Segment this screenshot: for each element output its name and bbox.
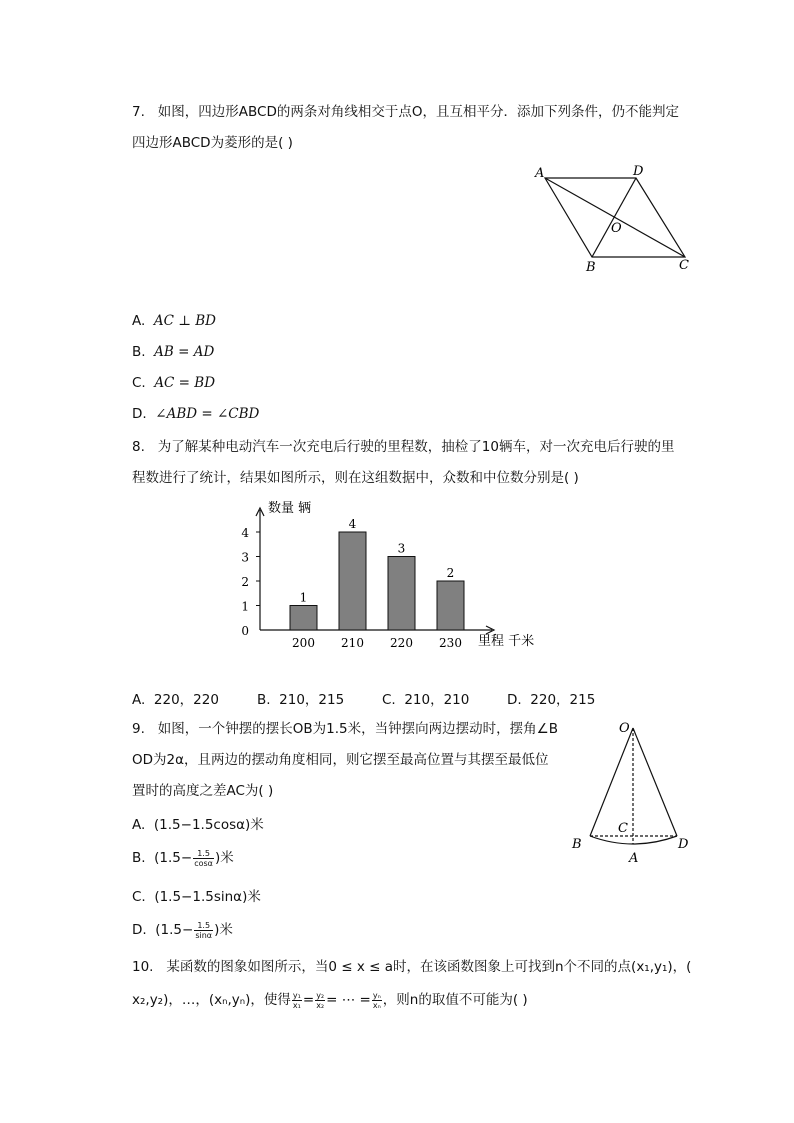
fraction: $\frac{1.5}{\sin\alpha}$: [195, 920, 213, 940]
segment-od: [633, 728, 677, 836]
diagonal-bd: [592, 178, 636, 257]
bar-210: [339, 532, 366, 630]
label-d: D: [678, 837, 689, 852]
q9-figure-pendulum: [565, 716, 705, 866]
q9-option-c: C. (1.5−1.5sinα)米: [132, 889, 261, 905]
q9-line2: OD为2α，且两边的摆动角度相同，则它摆至最高位置与其摆至最低位: [132, 752, 549, 768]
data-label: 1: [299, 590, 308, 605]
label-a: A: [629, 851, 639, 866]
x-tick-label: 200: [292, 636, 315, 650]
data-label: 4: [348, 517, 357, 531]
fraction: $\frac{1.5}{\cos\alpha}$: [194, 848, 213, 868]
fraction-yn-xn: $\frac{\text{yₙ}}{\text{xₙ}}$: [372, 990, 381, 1010]
q9-option-b: B. (1.5− $\frac{1.5}{\cos\alpha}$ )米: [132, 848, 234, 868]
bar-220: [388, 557, 415, 631]
q7-figure-parallelogram: [530, 160, 700, 275]
label-b: B: [586, 260, 596, 275]
bar-200: [290, 606, 317, 631]
q10-line1: 某函数的图象如图所示，当0 ≤ x ≤ a时，在该函数图象上可找到n个不同的点(x₁,y₁)，(: [166, 959, 692, 975]
q9-text: [132, 719, 558, 739]
q8-option-c: C. 210，210: [382, 692, 470, 708]
q7-option-c: C. AC = BD: [132, 375, 216, 391]
fraction-y1-x1: $\frac{\text{y₁}}{\text{x₁}}$: [292, 990, 301, 1010]
q7-text: [132, 102, 679, 122]
q9-option-d: D. (1.5− $\frac{1.5}{\sin\alpha}$ )米: [132, 920, 233, 940]
segment-ob: [590, 728, 633, 836]
q8-number: 8.: [132, 439, 145, 455]
y-tick-label: 0: [241, 624, 249, 638]
y-tick-label: 2: [241, 575, 249, 589]
label-c: C: [679, 258, 689, 273]
x-tick-label: 210: [341, 636, 364, 650]
label-c: C: [618, 821, 628, 836]
data-label: 3: [397, 541, 406, 556]
q7-option-a: A. AC ⊥ BD: [132, 313, 216, 329]
q8-text: [132, 437, 674, 457]
q8-option-d: D. 220，215: [507, 692, 596, 708]
q9-number: 9.: [132, 721, 145, 737]
q7-line1: 如图，四边形ABCD的两条对角线相交于点O，且互相平分．添加下列条件，仍不能判定: [157, 104, 679, 120]
q7-option-b: B. AB = AD: [132, 344, 215, 360]
chart-y-label: 数量 辆: [268, 501, 312, 516]
data-label: 2: [446, 566, 455, 580]
bar-230: [437, 581, 464, 630]
q7-option-d: D. ∠ABD = ∠CBD: [132, 406, 260, 422]
label-a: A: [535, 166, 545, 181]
x-tick-label: 230: [439, 636, 462, 650]
q8-bar-chart: [230, 492, 560, 662]
y-tick-label: 3: [241, 550, 249, 565]
q9-option-a: A. (1.5−1.5cosα)米: [132, 817, 264, 833]
chart-x-label: 里程 千米: [478, 634, 535, 649]
q9-line3: 置时的高度之差AC为( ): [132, 783, 274, 799]
label-o: O: [611, 221, 622, 236]
q8-line2: 程数进行了统计，结果如图所示，则在这组数据中，众数和中位数分别是( ): [132, 470, 579, 486]
q7-line2: 四边形ABCD为菱形的是( ): [132, 135, 293, 151]
q10-number: 10.: [132, 959, 154, 975]
q7-number: 7.: [132, 104, 145, 120]
y-tick-label: 4: [241, 526, 249, 540]
q8-option-b: B. 210，215: [257, 692, 345, 708]
label-d: D: [633, 164, 644, 179]
diagonal-ac: [545, 178, 685, 257]
q10-line2: x₂,y₂)，…，(xₙ,yₙ)，使得 $\frac{\text{y₁}}{\text{x₁}}$ = $\frac{\text{y₂}}{\text{x₂}}$ = ⋯ = $\frac{\text{yₙ}}{\text{xₙ}}$ ，则n的取值不可能为( ): [132, 990, 528, 1010]
label-b: B: [572, 837, 582, 852]
q9-line1: 如图，一个钟摆的摆长OB为1.5米，当钟摆向两边摆动时，摆角∠B: [157, 721, 558, 737]
q8-line1: 为了解某种电动汽车一次充电后行驶的里程数，抽检了10辆车，对一次充电后行驶的里: [157, 439, 675, 455]
q10-text: [132, 957, 691, 977]
label-o: O: [619, 721, 630, 736]
y-tick-label: 1: [241, 599, 249, 614]
q8-option-a: A. 220，220: [132, 692, 219, 708]
x-tick-label: 220: [390, 636, 413, 650]
fraction-y2-x2: $\frac{\text{y₂}}{\text{x₂}}$: [316, 990, 325, 1010]
